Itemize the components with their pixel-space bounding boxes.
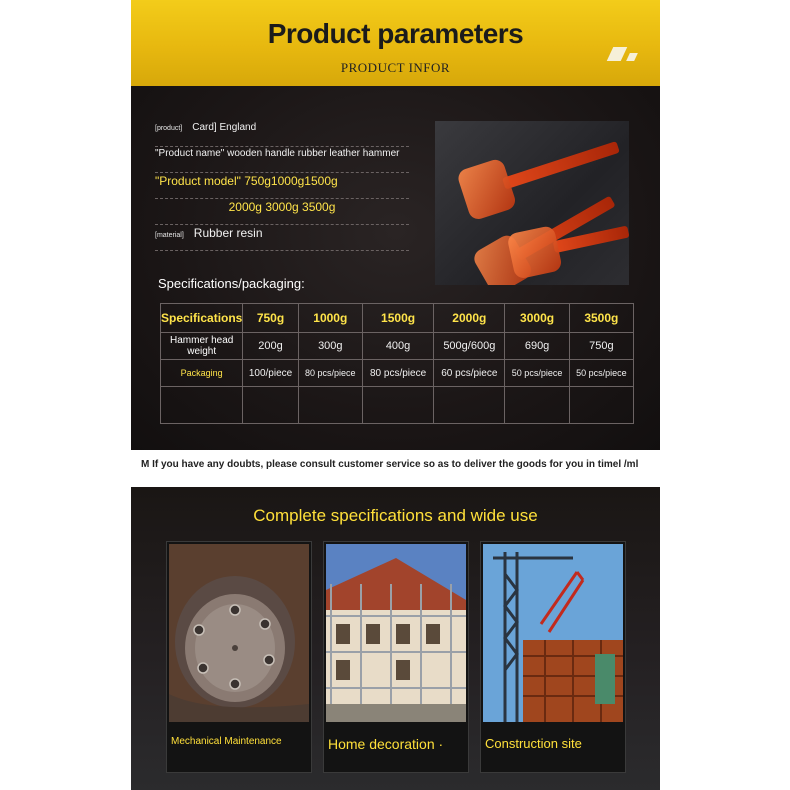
- weight-cell: 690g: [505, 333, 569, 360]
- spec-table: [160, 303, 634, 424]
- brand-value: Card] England: [192, 122, 257, 133]
- weight-cell: 300g: [298, 333, 362, 360]
- packaging-cell: 100/piece: [243, 360, 298, 387]
- stripes-decoration-icon: [610, 45, 644, 63]
- empty-cell: [434, 387, 505, 424]
- page-title: Product parameters: [267, 18, 524, 49]
- packaging-cell: 50 pcs/piece: [505, 360, 569, 387]
- construction-caption: Construction site: [485, 736, 582, 751]
- product-name: "Product name" wooden handle rubber leather hammer: [155, 148, 400, 159]
- weight-label: Hammer head weight: [161, 333, 243, 360]
- size-cell: 2000g: [434, 304, 505, 333]
- brand-row: [155, 122, 409, 147]
- packaging-cell: 80 pcs/piece: [362, 360, 433, 387]
- packaging-label: Packaging: [161, 360, 243, 387]
- notice-text: M If you have any doubts, please consult customer service so as to deliver the goods for you in timel /ml: [141, 459, 639, 470]
- packaging-cell: 50 pcs/piece: [569, 360, 633, 387]
- packaging-cell: 80 pcs/piece: [298, 360, 362, 387]
- product-model-continued: 2000g 3000g 3500g: [228, 200, 336, 214]
- empty-cell: [243, 387, 298, 424]
- mechanical-caption: Mechanical Maintenance: [171, 736, 282, 747]
- construction-site-photo: [483, 544, 623, 722]
- table-row: [161, 333, 634, 360]
- table-row: [161, 304, 634, 333]
- table-row: [161, 360, 634, 387]
- packaging-cell: 60 pcs/piece: [434, 360, 505, 387]
- header-banner: [131, 0, 660, 86]
- product-name-row: [155, 148, 409, 173]
- home-decoration-photo: [326, 544, 466, 722]
- material-tag: [material]: [155, 232, 184, 239]
- material-value: Rubber resin: [193, 226, 263, 240]
- model-row-continued: [155, 200, 409, 225]
- use-card-construction: [480, 541, 626, 773]
- size-cell: 3000g: [505, 304, 569, 333]
- weight-cell: 500g/600g: [434, 333, 505, 360]
- mechanical-photo: [169, 544, 309, 722]
- uses-title: Complete specifications and wide use: [253, 506, 538, 525]
- material-row: [155, 226, 409, 251]
- product-model: "Product model" 750g1000g1500g: [155, 174, 338, 188]
- size-cell: 1000g: [298, 304, 362, 333]
- size-cell: 1500g: [362, 304, 433, 333]
- brand-tag: [product]: [155, 125, 183, 132]
- uses-panel: [131, 487, 660, 790]
- weight-cell: 750g: [569, 333, 633, 360]
- notice-bar: [131, 455, 660, 477]
- empty-cell: [569, 387, 633, 424]
- empty-cell: [505, 387, 569, 424]
- weight-cell: 400g: [362, 333, 433, 360]
- page-subtitle: PRODUCT INFOR: [340, 60, 451, 75]
- spec-header-label: Specifications: [161, 304, 243, 333]
- table-row: [161, 387, 634, 424]
- product-params-panel: [131, 86, 660, 450]
- size-cell: 750g: [243, 304, 298, 333]
- empty-cell: [362, 387, 433, 424]
- weight-cell: 200g: [243, 333, 298, 360]
- model-row: [155, 174, 409, 199]
- specs-heading: Specifications/packaging:: [158, 276, 305, 291]
- use-card-mechanical: [166, 541, 312, 773]
- empty-cell: [161, 387, 243, 424]
- home-decoration-caption: Home decoration ·: [328, 736, 444, 752]
- use-card-home: [323, 541, 469, 773]
- size-cell: 3500g: [569, 304, 633, 333]
- hammer-product-photo: [435, 121, 629, 285]
- empty-cell: [298, 387, 362, 424]
